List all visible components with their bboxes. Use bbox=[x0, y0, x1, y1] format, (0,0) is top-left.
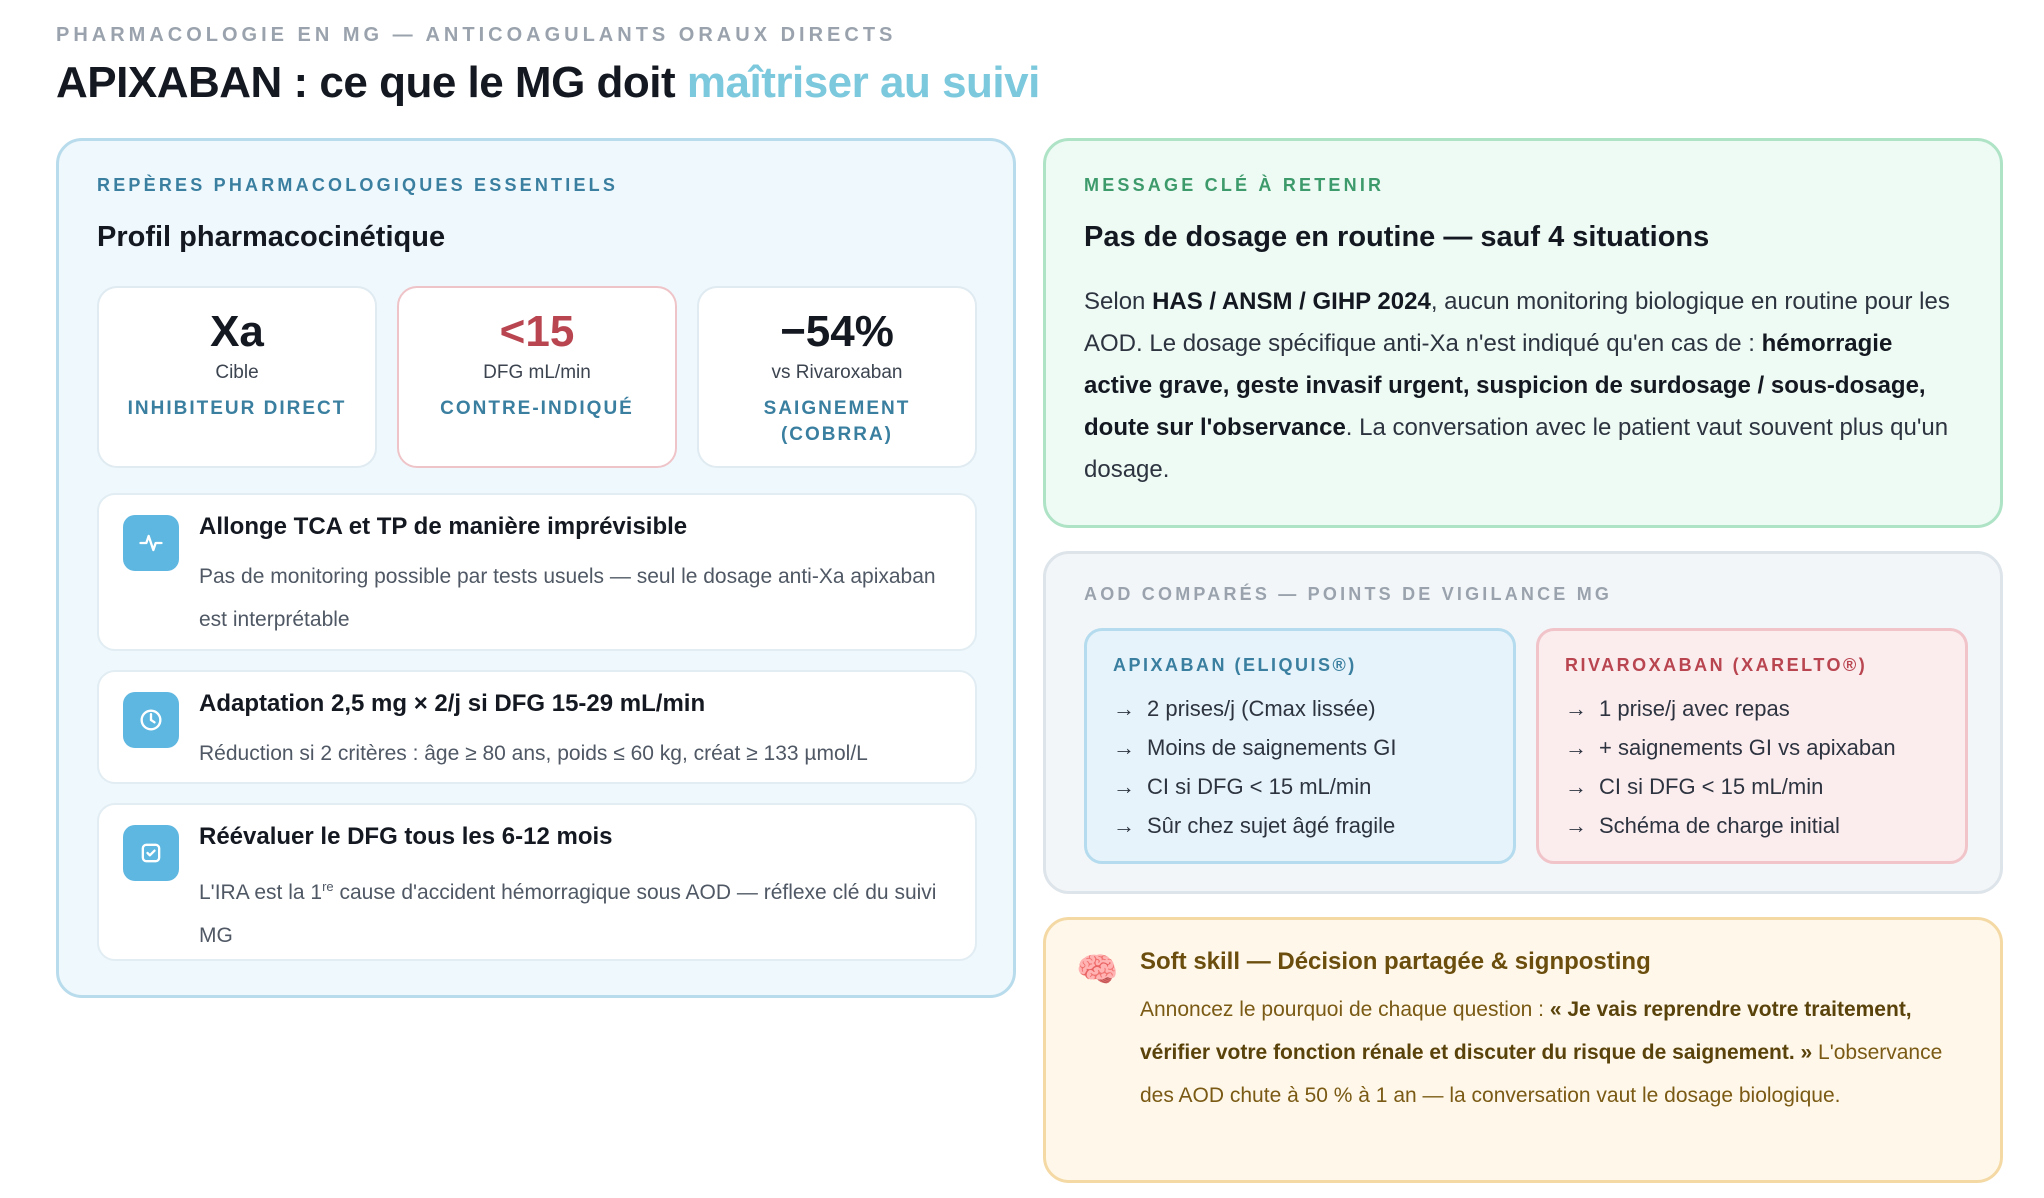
list-item-text: Sûr chez sujet âgé fragile bbox=[1147, 813, 1396, 838]
soft-text-2: L'observance des AOD chute à 50 % à 1 an — la conversation vaut le dosage biologique. bbox=[1140, 1041, 1943, 1107]
stat-tag: CONTRE-INDIQUÉ bbox=[440, 398, 634, 419]
stat-sub: DFG mL/min bbox=[483, 362, 591, 383]
check-square-icon bbox=[123, 825, 179, 881]
soft-skill-title: Soft skill — Décision partagée & signposting bbox=[1140, 948, 1651, 975]
page-title bbox=[56, 58, 1040, 108]
stat-card-target bbox=[97, 286, 377, 468]
info-item-dfg bbox=[97, 803, 977, 961]
stat-tag: SAIGNEMENT (COBRRA) bbox=[763, 398, 911, 445]
rivaroxaban-title: RIVAROXABAN (XARELTO®) bbox=[1565, 655, 1868, 675]
key-text-2: , aucun monitoring biologique en routine pour les AOD. Le dosage spécifique anti-Xa n'est indiqué qu'en cas de : bbox=[1084, 288, 1950, 357]
arrow-right-icon: → bbox=[1113, 735, 1135, 760]
stat-tag: INHIBITEUR DIRECT bbox=[127, 398, 347, 419]
item-body-start: L'IRA est la 1 bbox=[199, 881, 323, 904]
title-accent: maîtriser au suivi bbox=[686, 58, 1040, 107]
info-item-dose bbox=[97, 670, 977, 784]
list-item-text: CI si DFG < 15 mL/min bbox=[1147, 774, 1372, 799]
item-title: Adaptation 2,5 mg × 2/j si DFG 15-29 mL/min bbox=[199, 690, 706, 717]
key-text-3: . La conversation avec le patient vaut souvent plus qu'un dosage. bbox=[1084, 414, 1949, 483]
list-item-text: + saignements GI vs apixaban bbox=[1599, 735, 1896, 760]
stat-value: Xa bbox=[210, 307, 264, 356]
item-body: Pas de monitoring possible par tests usuels — seul le dosage anti-Xa apixaban est interprétable bbox=[199, 565, 936, 631]
apixaban-card bbox=[1084, 628, 1516, 864]
list-item bbox=[1113, 689, 1396, 728]
list-item-text: Moins de saignements GI bbox=[1147, 735, 1397, 760]
key-message-title: Pas de dosage en routine — sauf 4 situations bbox=[1084, 221, 1710, 253]
item-body: Réduction si 2 critères : âge ≥ 80 ans, poids ≤ 60 kg, créat ≥ 133 µmol/L bbox=[199, 742, 868, 765]
key-message-label: MESSAGE CLÉ À RETENIR bbox=[1084, 175, 1385, 195]
list-item bbox=[1565, 806, 1896, 845]
key-message-text bbox=[1084, 281, 1964, 491]
pharmacology-label: REPÈRES PHARMACOLOGIQUES ESSENTIELS bbox=[97, 175, 619, 195]
info-item-tca bbox=[97, 493, 977, 651]
list-item-text: Schéma de charge initial bbox=[1599, 813, 1840, 838]
arrow-right-icon: → bbox=[1113, 774, 1135, 799]
item-title: Réévaluer le DFG tous les 6-12 mois bbox=[199, 823, 613, 850]
brain-icon: 🧠 bbox=[1076, 951, 1119, 989]
aod-label: AOD COMPARÉS — POINTS DE VIGILANCE MG bbox=[1084, 584, 1613, 604]
apixaban-list bbox=[1113, 689, 1396, 845]
pharmacology-title: Profil pharmacocinétique bbox=[97, 221, 446, 253]
arrow-right-icon: → bbox=[1113, 696, 1135, 721]
stat-card-bleeding bbox=[697, 286, 977, 468]
title-main: APIXABAN : ce que le MG doit bbox=[56, 58, 687, 107]
page-eyebrow: PHARMACOLOGIE EN MG — ANTICOAGULANTS ORAUX DIRECTS bbox=[56, 24, 897, 46]
rivaroxaban-card bbox=[1536, 628, 1968, 864]
arrow-right-icon: → bbox=[1565, 813, 1587, 838]
item-body-end: cause d'accident hémorragique sous AOD — réflexe clé du suivi MG bbox=[199, 881, 937, 947]
list-item-text: 1 prise/j avec repas bbox=[1599, 696, 1790, 721]
key-message-panel bbox=[1043, 138, 2003, 528]
list-item bbox=[1113, 767, 1396, 806]
key-text-1: Selon bbox=[1084, 288, 1153, 315]
stat-sub: Cible bbox=[215, 362, 259, 383]
soft-text-1: Annoncez le pourquoi de chaque question : bbox=[1140, 998, 1550, 1021]
arrow-right-icon: → bbox=[1565, 696, 1587, 721]
list-item bbox=[1565, 689, 1896, 728]
stat-sub: vs Rivaroxaban bbox=[771, 362, 903, 383]
stat-value: −54% bbox=[780, 307, 894, 356]
pharmacology-panel bbox=[56, 138, 1016, 998]
pulse-icon bbox=[123, 515, 179, 571]
soft-skill-panel bbox=[1043, 917, 2003, 1183]
key-text-situations: hémorragie active grave, geste invasif urgent, suspicion de surdosage / sous-dosage, doute sur l'observance bbox=[1084, 330, 1926, 441]
item-title: Allonge TCA et TP de manière imprévisible bbox=[199, 513, 688, 540]
key-text-sources: HAS / ANSM / GIHP 2024 bbox=[1152, 288, 1431, 315]
rivaroxaban-list bbox=[1565, 689, 1896, 845]
item-body bbox=[199, 865, 959, 957]
apixaban-title: APIXABAN (ELIQUIS®) bbox=[1113, 655, 1357, 675]
soft-skill-text bbox=[1140, 988, 1970, 1117]
aod-comparison-panel bbox=[1043, 551, 2003, 894]
stat-card-dfg bbox=[397, 286, 677, 468]
arrow-right-icon: → bbox=[1565, 735, 1587, 760]
clock-icon bbox=[123, 692, 179, 748]
list-item-text: CI si DFG < 15 mL/min bbox=[1599, 774, 1824, 799]
item-body-superscript: re bbox=[322, 879, 334, 894]
soft-text-quote: « Je vais reprendre votre traitement, vérifier votre fonction rénale et discuter du risque de saignement. » bbox=[1140, 998, 1912, 1064]
list-item bbox=[1565, 728, 1896, 767]
arrow-right-icon: → bbox=[1113, 813, 1135, 838]
list-item-text: 2 prises/j (Cmax lissée) bbox=[1147, 696, 1376, 721]
arrow-right-icon: → bbox=[1565, 774, 1587, 799]
list-item bbox=[1113, 728, 1396, 767]
list-item bbox=[1565, 767, 1896, 806]
stat-value: <15 bbox=[499, 307, 575, 356]
list-item bbox=[1113, 806, 1396, 845]
